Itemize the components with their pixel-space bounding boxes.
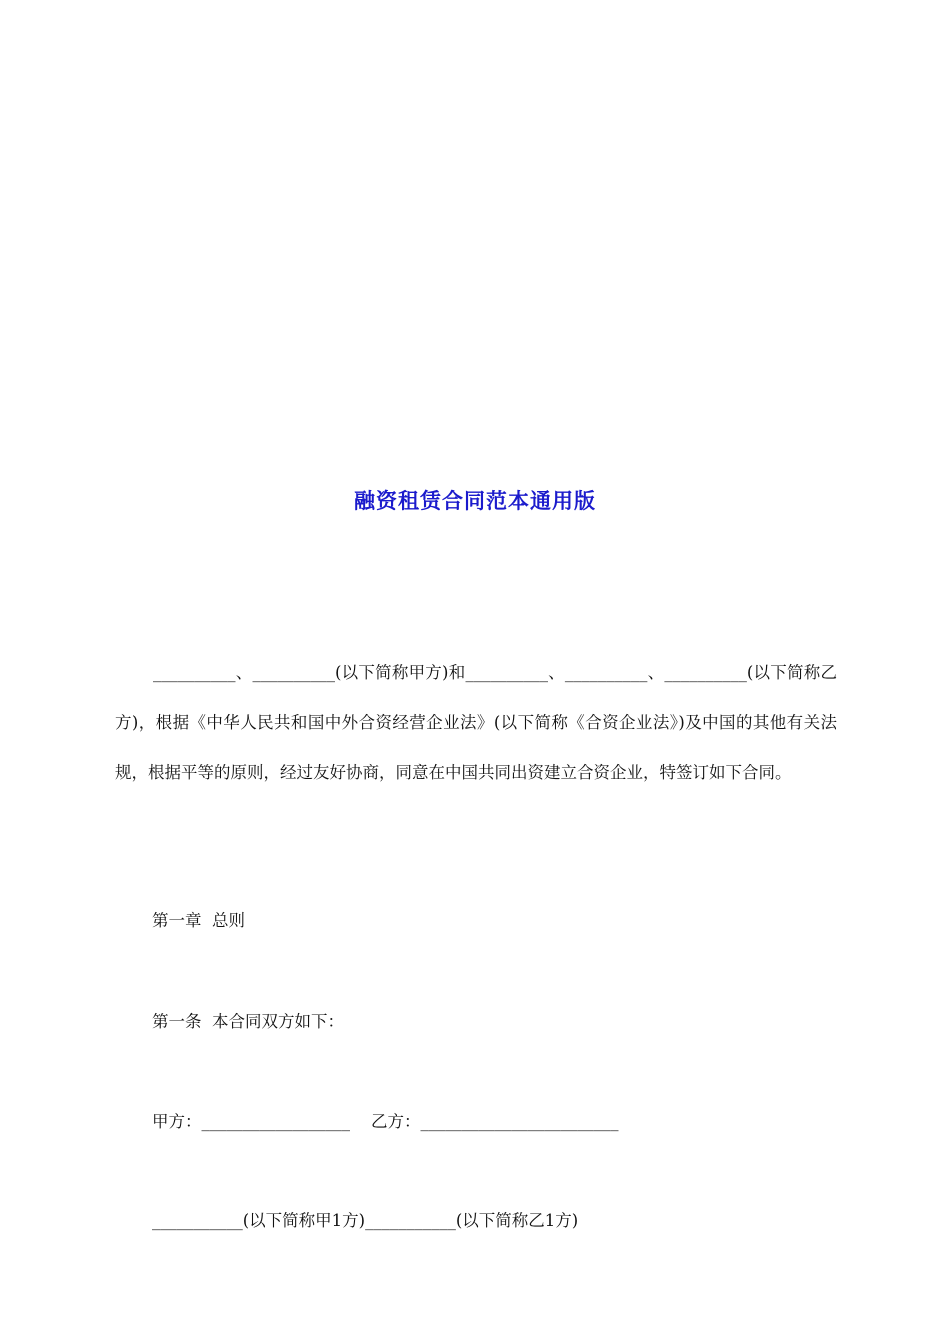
document-title: 融资租赁合同范本通用版 (354, 488, 596, 513)
abbreviation-line: ___________(以下简称甲1方)___________(以下简称乙1方) (152, 1211, 579, 1230)
intro-paragraph (115, 648, 837, 798)
chapter-heading: 第一章 总则 (152, 911, 245, 930)
parties-line: 甲方：__________________ 乙方：________________________ (152, 1112, 619, 1131)
intro-paragraph-text: __________、__________(以下简称甲方)和__________、__________、__________(以下简称乙方)，根据《中华人民共和国中外合资经营企业法》(以下简称《合资企业法》)及中国的其他有关法规，根据平等的原则，经过友好协商，同意在中国共同出资建立合资企业，特签订如下合同。 (115, 663, 837, 782)
article-1-heading: 第一条 本合同双方如下： (152, 1012, 344, 1031)
